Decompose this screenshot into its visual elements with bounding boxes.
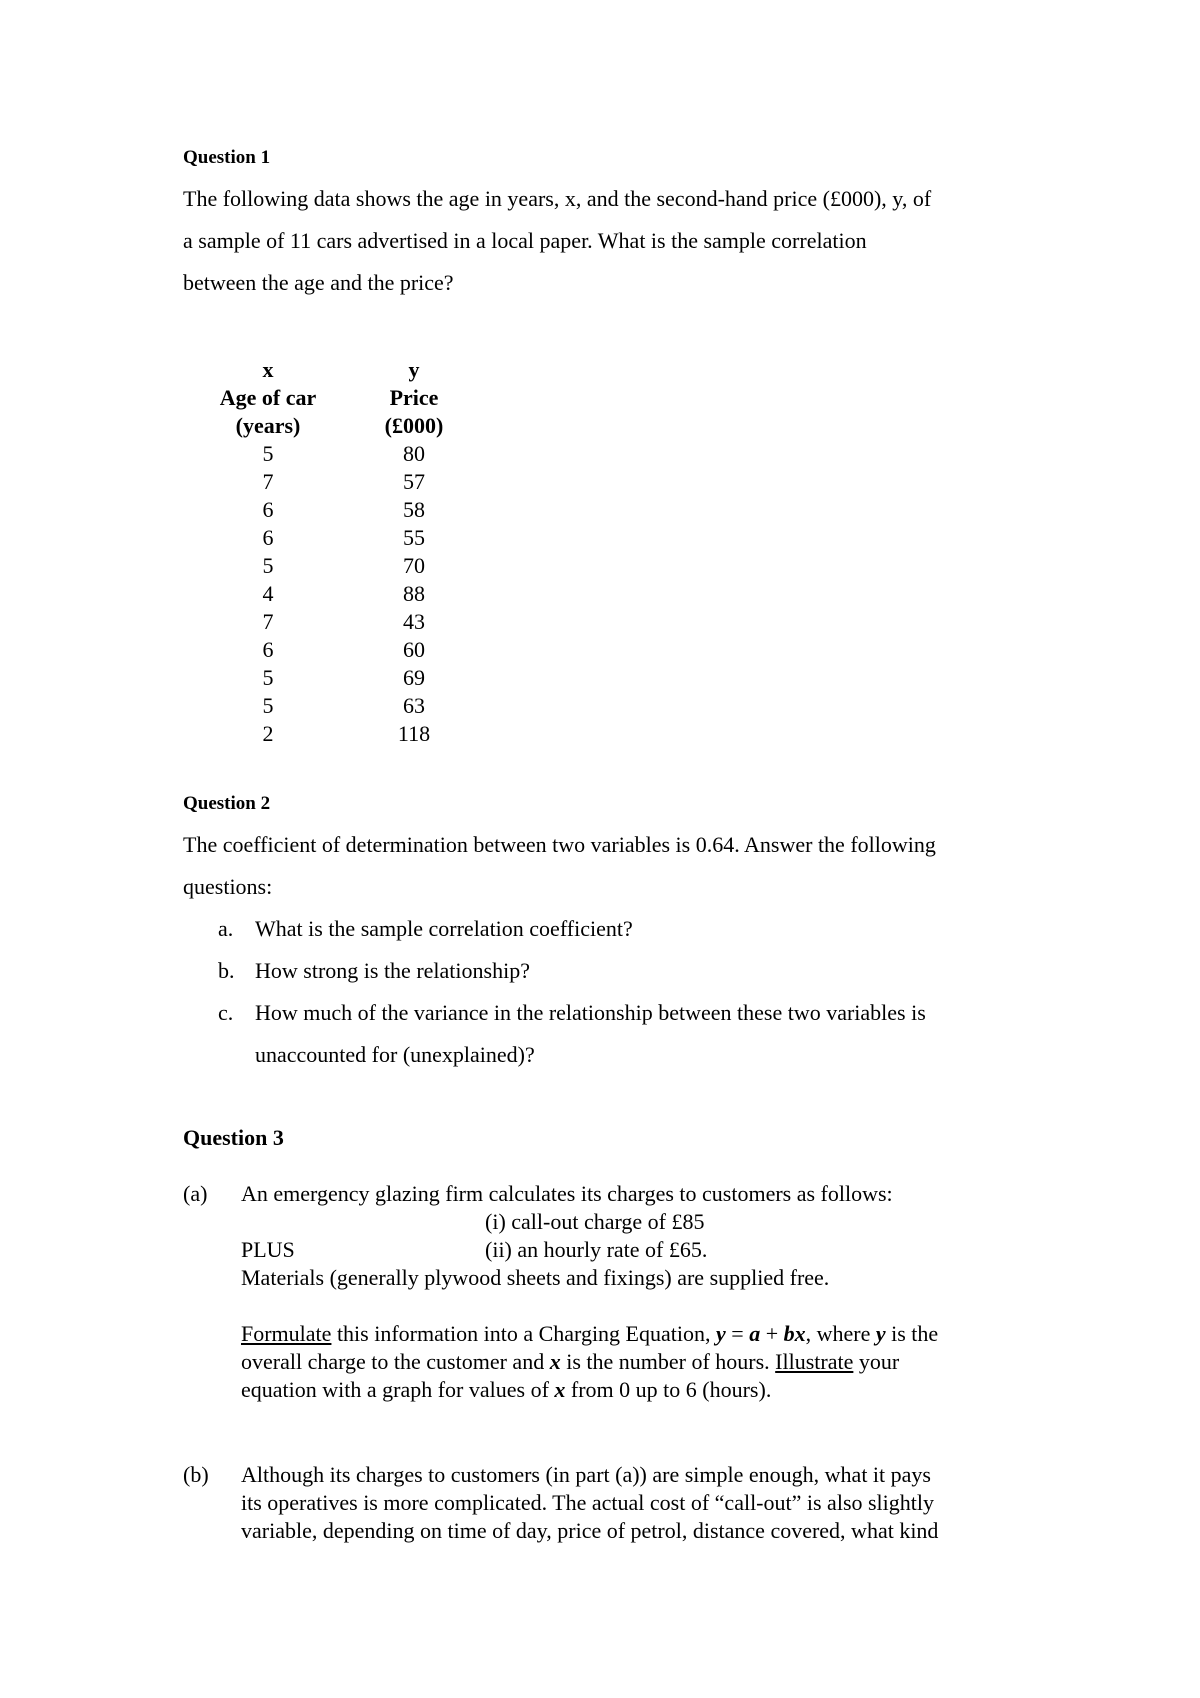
age-column-header-symbol: x: [262, 357, 274, 382]
table-cell: 60: [403, 637, 425, 662]
table-cell: 88: [403, 581, 425, 606]
list-item-marker: a.: [218, 916, 234, 941]
q1-text-line-2: a sample of 11 cars advertised in a local paper. What is the sample correlation: [183, 228, 867, 253]
table-cell: 69: [403, 665, 425, 690]
price-column-header-label: Price: [389, 385, 439, 410]
table-cell: 5: [262, 693, 274, 718]
table-cell: 5: [262, 553, 274, 578]
variable-x: x: [549, 1349, 561, 1374]
variable-x: x: [554, 1377, 566, 1402]
charging-equation-paragraph-line-3: equation with a graph for values of x from 0 up to 6 (hours).: [241, 1377, 772, 1402]
table-cell: 43: [403, 609, 425, 634]
table-cell: 5: [262, 441, 274, 466]
q2-text-line-2: questions:: [183, 874, 273, 899]
list-item-continuation: unaccounted for (unexplained)?: [255, 1042, 535, 1067]
price-column: [364, 356, 464, 748]
materials-text: Materials (generally plywood sheets and fixings) are supplied free.: [241, 1265, 830, 1290]
illustrate-word: Illustrate: [775, 1349, 854, 1374]
charging-equation-paragraph-line-2: overall charge to the customer and x is the number of hours. Illustrate your: [241, 1349, 900, 1374]
charging-equation-paragraph-line-1: Formulate this information into a Charging Equation, y = a + bx, where y is the: [241, 1321, 939, 1346]
q1-text-line-1: The following data shows the age in years, x, and the second-hand price (£000), y, of: [183, 186, 932, 211]
question-1-heading: Question 1: [183, 147, 271, 168]
table-cell: 57: [403, 469, 425, 494]
list-item: How much of the variance in the relationship between these two variables is: [255, 1000, 926, 1025]
price-column-header-symbol: y: [408, 357, 420, 382]
table-cell: 118: [397, 721, 431, 746]
q2-text-line-1: The coefficient of determination between two variables is 0.64. Answer the following: [183, 832, 936, 857]
table-cell: 6: [262, 497, 274, 522]
age-column-header-label: Age of car: [219, 385, 317, 410]
part-b-line-2: its operatives is more complicated. The actual cost of “call-out” is also slightly: [241, 1490, 935, 1515]
table-cell: 7: [262, 469, 274, 494]
table-cell: 6: [262, 637, 274, 662]
table-cell: 7: [262, 609, 274, 634]
variable-y: y: [875, 1321, 886, 1346]
table-cell: 80: [403, 441, 425, 466]
table-cell: 2: [262, 721, 274, 746]
part-b-line-1: Although its charges to customers (in part (a)) are simple enough, what it pays: [241, 1462, 931, 1487]
price-column-header-unit: (£000): [384, 413, 444, 438]
part-b-line-3: variable, depending on time of day, price of petrol, distance covered, what kind: [241, 1518, 939, 1543]
table-cell: 6: [262, 525, 274, 550]
question-2-heading: Question 2: [183, 793, 271, 814]
table-cell: 4: [262, 581, 274, 606]
equation-a: a: [749, 1321, 761, 1346]
table-cell: 55: [403, 525, 425, 550]
list-item: What is the sample correlation coefficient?: [255, 916, 633, 941]
plus-label: PLUS: [241, 1237, 295, 1262]
q1-text-line-3: between the age and the price?: [183, 270, 454, 295]
age-column-header-unit: (years): [235, 413, 301, 438]
age-column: [200, 356, 336, 748]
equation-bx: bx: [783, 1321, 806, 1346]
part-a-marker: (a): [183, 1181, 208, 1206]
question-3-heading: Question 3: [183, 1125, 284, 1150]
list-item-marker: c.: [218, 1000, 234, 1025]
equation-y: y: [716, 1321, 726, 1346]
formulate-word: Formulate: [241, 1321, 332, 1346]
call-out-charge: (i) call-out charge of £85: [485, 1209, 705, 1234]
table-cell: 70: [403, 553, 425, 578]
hourly-rate: (ii) an hourly rate of £65.: [485, 1237, 708, 1262]
list-item-marker: b.: [218, 958, 235, 983]
table-cell: 5: [262, 665, 274, 690]
table-cell: 63: [403, 693, 425, 718]
part-a-intro: An emergency glazing firm calculates its charges to customers as follows:: [241, 1181, 893, 1206]
table-cell: 58: [403, 497, 425, 522]
list-item: How strong is the relationship?: [255, 958, 530, 983]
part-b-marker: (b): [183, 1462, 209, 1487]
